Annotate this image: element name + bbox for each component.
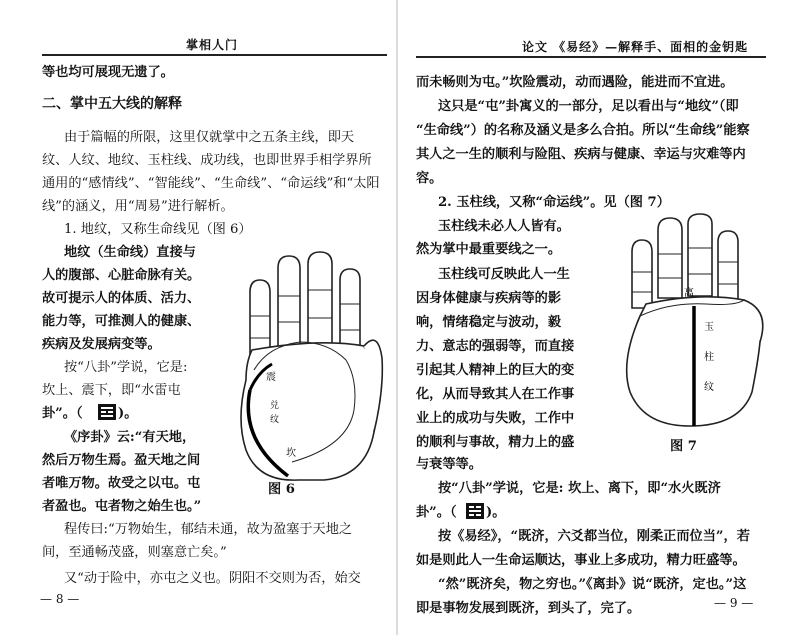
text-line: 即是事物发展到既济，到头了，完了。: [416, 601, 641, 616]
page-number: — 9 —: [714, 596, 754, 610]
running-header: 掌相人门: [186, 38, 239, 52]
hand-diagram-figure-6: [228, 250, 388, 500]
text-line: 业上的成功与失败，工作中: [416, 411, 575, 426]
text-line: “生命线”）的名称及涵义是多么合拍。所以“生命线”能察: [416, 123, 750, 138]
text-line: 这只是“屯”卦寓义的一部分，足以看出与“地纹”（即: [438, 99, 739, 114]
closing-paren: )。: [118, 406, 138, 421]
text-line: 的顺利与事故，精力上的盛: [416, 435, 575, 450]
closing-paren: )。: [486, 505, 506, 520]
section-heading: 二、掌中五大线的解释: [42, 96, 182, 112]
text-line: 纹、人纹、地纹、玉柱线、成功线，也即世界手相学界所: [42, 153, 372, 168]
label-wen: 纹: [270, 415, 280, 425]
text-line: 玉柱线未必人人皆有。: [438, 219, 570, 234]
text-line: 玉柱线可反映此人一生: [438, 267, 570, 282]
text-line: 而未畅则为屯。”坎险震动，动而遇险，能进而不宜进。: [416, 75, 734, 90]
text-line: 力、意志的强弱等，而直接: [416, 339, 575, 354]
text-line: 程传曰:“万物始生，郁结未通，故为盈塞于天地之: [64, 522, 353, 537]
text-line: 如是则此人一生命运顺达，事业上多成功，精力旺盛等。: [416, 553, 746, 568]
hexagram-icon: [466, 503, 484, 519]
text-line: 然后万物生焉。盈天地之间: [42, 453, 201, 468]
text-line: 线”的涵义，用“周易”进行解析。: [42, 199, 234, 214]
text-line: 坎上、震下，即“水雷屯: [42, 383, 181, 398]
label-wen: 纹: [704, 382, 714, 393]
label-dui: 兑: [270, 401, 280, 411]
text-line: 由于篇幅的所限，这里仅就掌中之五条主线，即天: [64, 130, 355, 145]
text-line: 响，情绪稳定与波动，毅: [416, 315, 562, 330]
text-line: 按“八卦”学说，它是: 坎上、离下，即“水火既济: [438, 481, 721, 496]
hexagram-icon: [98, 404, 116, 420]
label-li: 离: [684, 288, 694, 299]
label-zhen: 震: [266, 372, 276, 383]
text-line: 《序卦》云:“有天地，: [64, 430, 196, 445]
text-line: 2. 玉柱线，又称“命运线”。见（图 7）: [438, 195, 670, 210]
figure-caption: 图 7: [670, 439, 697, 454]
text-line: 引起其人精神上的巨大的变: [416, 363, 575, 378]
label-yu: 玉: [704, 322, 714, 333]
page-number: — 8 —: [40, 592, 80, 606]
text-line: 者盈也。屯者物之始生也。”: [42, 499, 202, 514]
text-line: 能力等，可推测人的健康、: [42, 314, 201, 329]
text-line: 按“八卦”学说，它是:: [64, 360, 188, 375]
running-header: 论文 《易经》—解释手、面相的金钥匙: [522, 40, 749, 54]
header-rule: [416, 56, 766, 58]
header-rule: [42, 54, 387, 56]
text-line: 与衰等等。: [416, 457, 482, 472]
text-line: 容。: [416, 171, 443, 186]
text-line: 者唯万物。故受之以屯。屯: [42, 476, 201, 491]
hand-diagram-figure-7: [610, 212, 778, 437]
text-line: 按《易经》，“既济，六爻都当位，刚柔正而位当”，若: [438, 529, 750, 544]
text-line: 故可提示人的体质、活力、: [42, 291, 201, 306]
text-line: 通用的“感情线”、“智能线”、“生命线”、“命运线”和“太阳: [42, 176, 380, 191]
text-line: 其人之一生的顺利与险阻、疾病与健康、幸运与灾难等内: [416, 147, 746, 162]
text-line: 又“动于险中，亦屯之义也。阴阳不交则为否，始交: [64, 571, 361, 586]
text-line: 间，至通畅茂盛，则塞意亡矣。”: [42, 545, 227, 560]
text-line: 等也均可展现无遗了。: [42, 65, 174, 80]
text-line: 化，从而导致其人在工作事: [416, 387, 575, 402]
figure-caption: 图 6: [268, 482, 295, 497]
text-line: 然为掌中最重要线之一。: [416, 242, 562, 257]
right-page: [398, 0, 793, 635]
text-line: 卦”。（: [42, 406, 83, 421]
text-line: 卦”。（: [416, 505, 457, 520]
label-zhu: 柱: [704, 352, 714, 363]
text-line: “然”既济矣，物之穷也。”《离卦》说“既济，定也。”这: [438, 577, 747, 592]
text-line: 因身体健康与疾病等的影: [416, 291, 562, 306]
text-line: 疾病及发展病变等。: [42, 337, 161, 352]
text-line: 1. 地纹，又称生命线见（图 6）: [64, 222, 252, 237]
label-kan: 坎: [286, 448, 296, 459]
text-line: 地纹（生命线）直接与: [64, 245, 196, 260]
text-line: 人的腹部、心脏命脉有关。: [42, 268, 201, 283]
